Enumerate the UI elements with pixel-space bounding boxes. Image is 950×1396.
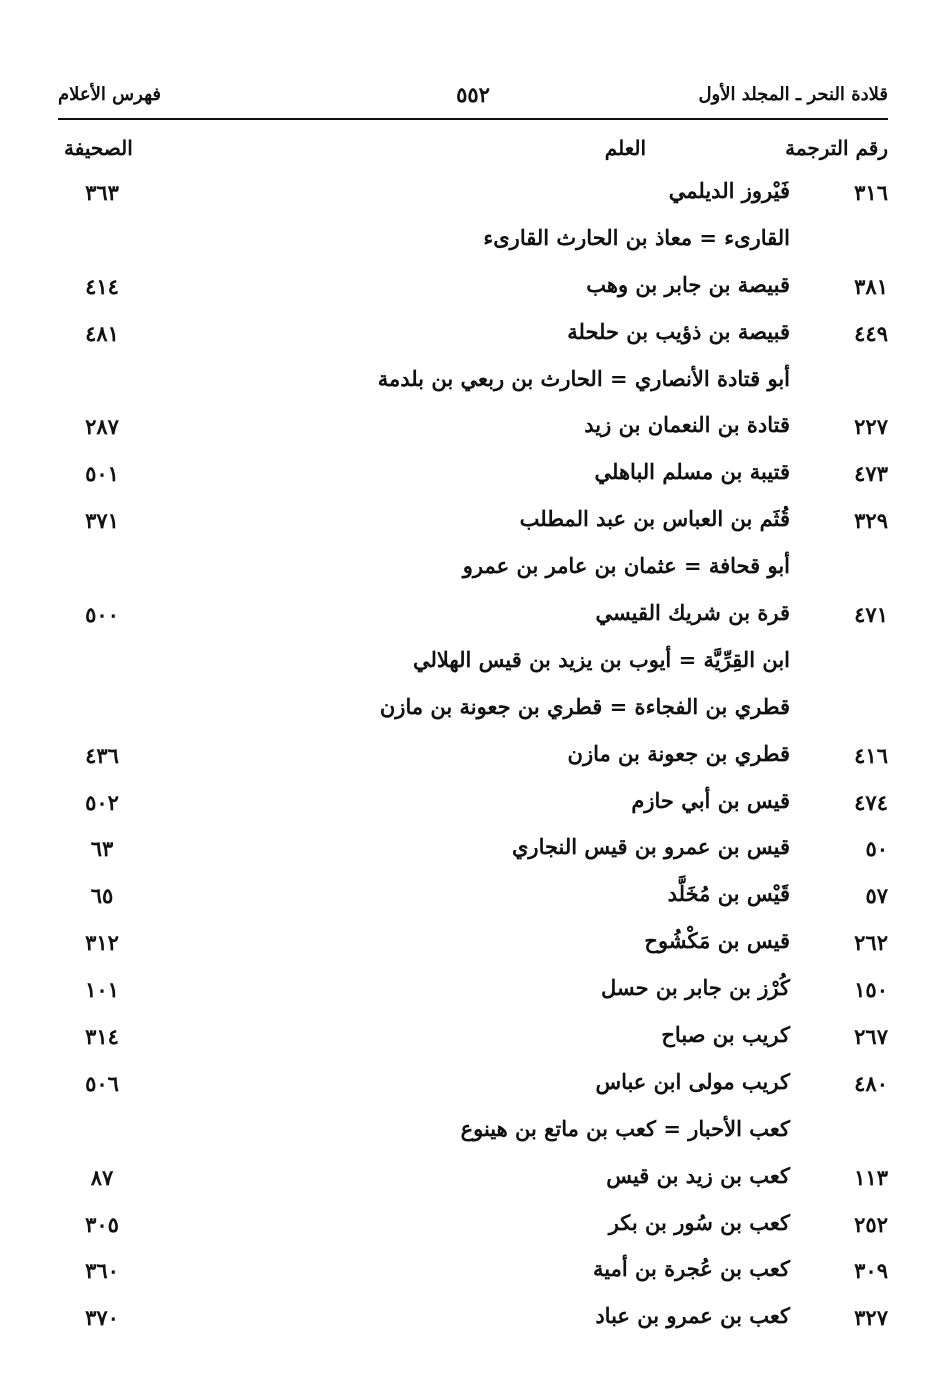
entry-name: قَيْس بن مُخَلَّد — [667, 881, 790, 907]
entry-name: قيس بن أبي حازم — [631, 787, 790, 813]
entry-page: ٨٧ — [90, 1164, 114, 1190]
entry-name: قبيصة بن جابر بن وهب — [586, 271, 790, 297]
index-entry-row — [58, 1204, 888, 1251]
column-header-name: العلم — [604, 136, 646, 160]
entry-page: ٤٣٦ — [85, 742, 119, 768]
index-entry-row — [58, 172, 888, 219]
index-entry-row — [58, 406, 888, 453]
entry-name: أبو قتادة الأنصاري = الحارث بن ربعي بن بلدمة — [377, 365, 790, 391]
entry-page: ٢٨٧ — [85, 414, 119, 440]
entry-name: قبيصة بن ذؤيب بن حلحلة — [567, 318, 790, 344]
entry-name: كُرْز بن جابر بن حسل — [600, 975, 790, 1001]
entry-name: قتيبة بن مسلم الباهلي — [594, 459, 790, 485]
entry-number: ٢٦٢ — [854, 930, 888, 956]
entry-name: قيس بن عمرو بن قيس النجاري — [511, 834, 790, 860]
page-number: ٥٥٢ — [456, 82, 490, 107]
entry-name: قرة بن شريك القيسي — [595, 600, 790, 626]
entry-number: ١١٣ — [854, 1164, 888, 1190]
entry-number: ٣٢٧ — [854, 1305, 888, 1331]
index-entry-row — [58, 922, 888, 969]
section-title: فهرس الأعلام — [58, 84, 161, 105]
index-entry-row — [58, 453, 888, 500]
entry-page: ٣١٢ — [85, 930, 119, 956]
entry-number: ٣٠٩ — [854, 1258, 888, 1284]
entry-name: قطري بن الفجاءة = قطري بن جعونة بن مازن — [379, 693, 790, 719]
entry-name: كريب مولى ابن عباس — [595, 1068, 790, 1094]
entry-name: كعب بن عُجرة بن أمية — [592, 1256, 790, 1282]
column-header-number: رقم الترجمة — [785, 136, 888, 160]
entry-page: ٥٠١ — [85, 461, 119, 487]
index-entry-row — [58, 875, 888, 922]
entry-name: القارىء = معاذ بن الحارث القارىء — [483, 224, 790, 250]
running-header — [58, 84, 888, 114]
entry-page: ٣٠٥ — [85, 1211, 119, 1237]
index-entries — [58, 172, 888, 1344]
entry-number: ٢٦٧ — [854, 1024, 888, 1050]
index-entry-row — [58, 1250, 888, 1297]
entry-page: ٤٨١ — [85, 320, 119, 346]
column-headers — [58, 136, 888, 168]
entry-number: ٥٠ — [865, 836, 888, 862]
book-title: قلادة النحر ـ المجلد الأول — [698, 84, 888, 105]
index-entry-row — [58, 500, 888, 547]
entry-page: ١٠١ — [85, 977, 119, 1003]
entry-name: كريب بن صباح — [661, 1022, 790, 1048]
index-entry-row — [58, 1016, 888, 1063]
index-entry-row — [58, 782, 888, 829]
index-entry-row — [58, 266, 888, 313]
entry-name: كعب بن سُور بن بكر — [608, 1209, 790, 1235]
entry-page: ٣٦٣ — [85, 180, 119, 205]
header-rule — [58, 118, 888, 120]
index-entry-row — [58, 313, 888, 360]
entry-number: ٤١٦ — [854, 742, 888, 768]
entry-name: قُثَم بن العباس بن عبد المطلب — [519, 506, 790, 532]
index-entry-row — [58, 1063, 888, 1110]
index-entry-row — [58, 1110, 888, 1157]
index-entry-row — [58, 969, 888, 1016]
column-header-page: الصحيفة — [64, 136, 133, 160]
entry-page: ٦٣ — [90, 836, 114, 862]
entry-name: قطري بن جعونة بن مازن — [567, 740, 790, 766]
entry-name: كعب الأحبار = كعب بن ماتع بن هينوع — [460, 1115, 790, 1141]
index-entry-row — [58, 360, 888, 407]
index-entry-row — [58, 547, 888, 594]
index-entry-row — [58, 219, 888, 266]
entry-number: ٤٧١ — [854, 602, 888, 628]
entry-page: ٣١٤ — [85, 1024, 119, 1050]
entry-number: ١٥٠ — [854, 977, 888, 1003]
entry-name: ابن القِرِّيَّة = أيوب بن يزيد بن قيس الهلالي — [412, 646, 790, 672]
entry-number: ٢٢٧ — [854, 414, 888, 440]
entry-page: ٤١٤ — [85, 273, 119, 299]
entry-page: ٣٧١ — [85, 508, 119, 534]
entry-name: كعب بن زيد بن قيس — [606, 1162, 790, 1188]
entry-number: ٤٧٤ — [854, 789, 888, 815]
index-entry-row — [58, 735, 888, 782]
entry-number: ٢٥٢ — [854, 1211, 888, 1237]
entry-name: قيس بن مَكْشُوح — [644, 928, 790, 954]
entry-page: ٥٠٦ — [85, 1070, 119, 1096]
entry-number: ٤٤٩ — [854, 320, 888, 346]
entry-number: ٤٨٠ — [854, 1070, 888, 1096]
entry-page: ٥٠٠ — [85, 602, 119, 628]
entry-page: ٥٠٢ — [85, 789, 119, 815]
index-entry-row — [58, 594, 888, 641]
entry-page: ٦٥ — [90, 883, 114, 909]
index-entry-row — [58, 1297, 888, 1344]
index-entry-row — [58, 688, 888, 735]
entry-number: ٣٢٩ — [854, 508, 888, 534]
entry-number: ٣١٦ — [854, 180, 888, 205]
index-entry-row — [58, 1157, 888, 1204]
entry-number: ٥٧ — [865, 883, 888, 909]
entry-name: قتادة بن النعمان بن زيد — [584, 412, 790, 438]
index-entry-row — [58, 828, 888, 875]
entry-name: كعب بن عمرو بن عباد — [595, 1303, 790, 1329]
entry-name: فَيْروز الديلمي — [668, 178, 790, 203]
index-entry-row — [58, 641, 888, 688]
entry-name: أبو قحافة = عثمان بن عامر بن عمرو — [462, 553, 790, 579]
entry-number: ٤٧٣ — [854, 461, 888, 487]
entry-number: ٣٨١ — [854, 273, 888, 299]
entry-page: ٣٧٠ — [85, 1305, 119, 1331]
entry-page: ٣٦٠ — [85, 1258, 119, 1284]
